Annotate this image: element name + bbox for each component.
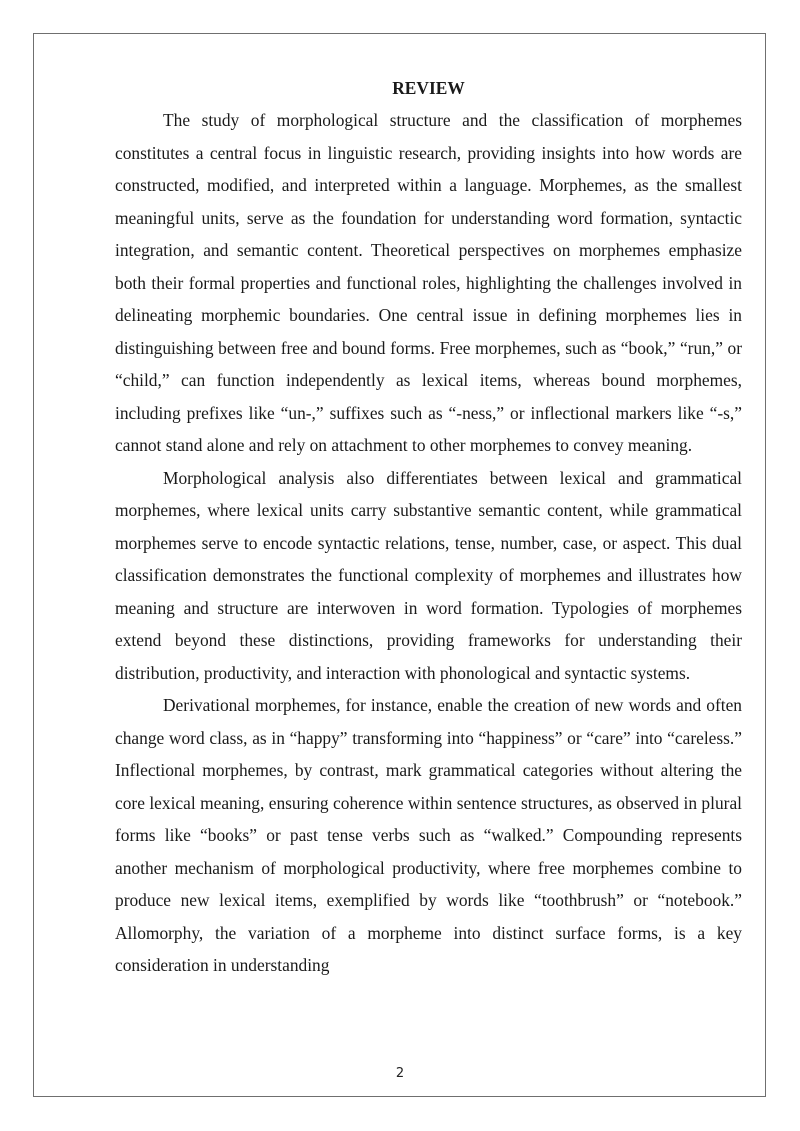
page-number: 2 — [395, 1066, 405, 1081]
document-body — [115, 72, 742, 982]
paragraph-2: Morphological analysis also differentiates between lexical and grammatical morphemes, where lexical units carry substantive semantic content, while grammatical morphemes serve to encode syntactic relations, tense, number, case, or aspect. This dual classification demonstrates the functional complexity of morphemes and illustrates how meaning and structure are interwoven in word formation. Typologies of morphemes extend beyond these distinctions, providing frameworks for understanding their distribution, productivity, and interaction with phonological and syntactic systems. — [115, 467, 742, 683]
paragraph-1: The study of morphological structure and the classification of morphemes constitutes a central focus in linguistic research, providing insights into how words are constructed, modified, and interpreted within a language. Morphemes, as the smallest meaningful units, serve as the foundation for understanding word formation, syntactic integration, and semantic content. Theoretical perspectives on morphemes emphasize both their formal properties and functional roles, highlighting the challenges involved in delineating morphemic boundaries. One central issue in defining morphemes lies in distinguishing between free and bound forms. Free morphemes, such as “book,” “run,” or “child,” can function independently as lexical items, whereas bound morphemes, including prefixes like “un-,” suffixes such as “-ness,” or inflectional markers like “-s,” cannot stand alone and rely on attachment to other morphemes to convey meaning. — [115, 110, 742, 455]
document-title: REVIEW — [392, 78, 465, 98]
paragraph-3: Derivational morphemes, for instance, enable the creation of new words and often change word class, as in “happy” transforming into “happiness” or “care” into “careless.” Inflectional morphemes, by contrast, mark grammatical categories without altering the core lexical meaning, ensuring coherence within sentence structures, as observed in plural forms like “books” or past tense verbs such as “walked.” Compounding represents another mechanism of morphological productivity, where free morphemes combine to produce new lexical items, exemplified by words like “toothbrush” or “notebook.” Allomorphy, the variation of a morpheme into distinct surface forms, is a key consideration in understanding — [115, 695, 742, 975]
